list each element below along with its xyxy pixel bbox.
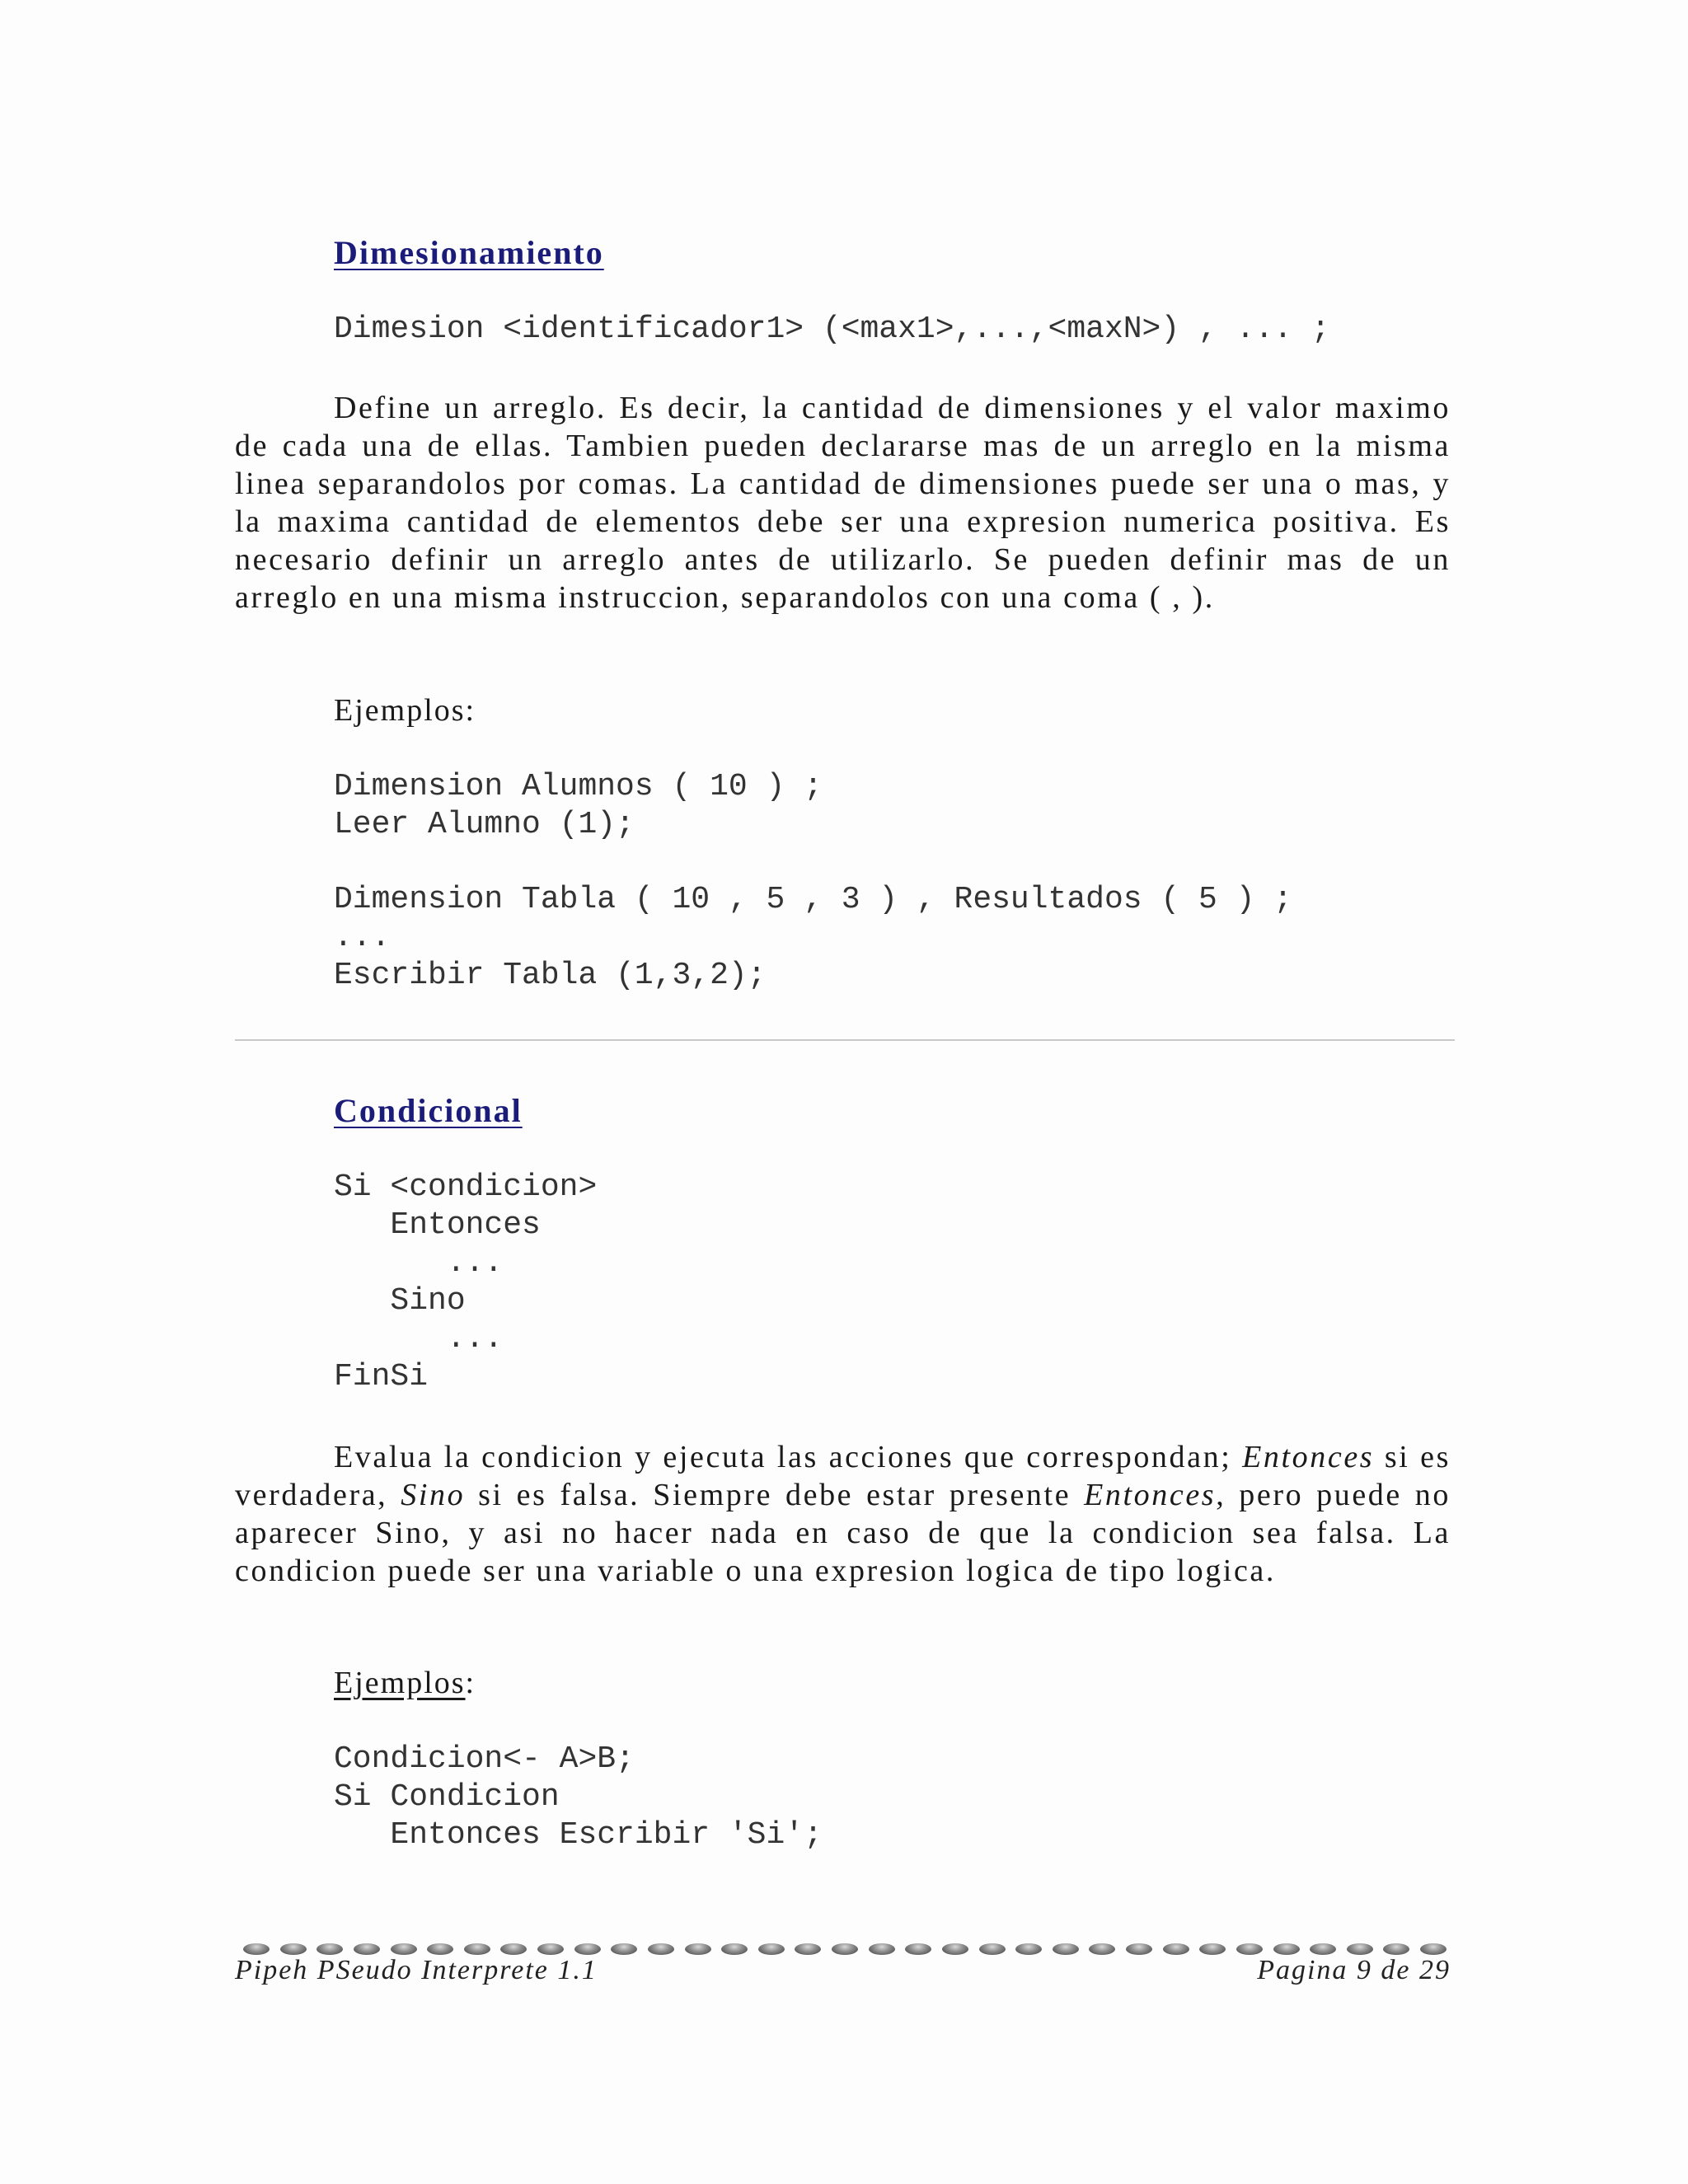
code-example-2: Dimension Tabla ( 10 , 5 , 3 ) , Resultados ( 5 ) ; ... Escribir Tabla (1,3,2);	[334, 882, 1292, 993]
text-run: , pero puede no aparecer Sino, y asi no hacer nada en caso de que la condicion sea falsa. La condicion puede ser una variable o una expresion logica de tipo logica.	[235, 1478, 1451, 1588]
examples-colon: :	[465, 1666, 476, 1700]
dot-ornament	[1126, 1943, 1152, 1955]
dot-ornament	[464, 1943, 490, 1955]
footer-title: Pipeh PSeudo Interprete 1.1	[235, 1955, 598, 1985]
section-heading-condicional: Condicional	[334, 1092, 523, 1129]
examples-label-2	[334, 1665, 476, 1701]
dot-ornament	[391, 1943, 417, 1955]
dot-ornament	[721, 1943, 748, 1955]
dot-ornament	[795, 1943, 821, 1955]
section-heading-dimensionamiento: Dimesionamiento	[334, 234, 604, 271]
dot-ornament	[280, 1943, 307, 1955]
dot-ornament	[243, 1943, 270, 1955]
dot-ornament	[537, 1943, 564, 1955]
paragraph-dimension-text: Define un arreglo. Es decir, la cantidad de dimensiones y el valor maximo de cada una de ellas. Tambien pueden declararse mas de un arreglo en la misma linea separandolos por comas. La cantidad de dimensiones puede ser una o mas, y la maxima cantidad de elementos debe ser una expresion numerica positiva. Es necesario definir un arreglo antes de utilizarlo. Se pueden definir mas de un arreglo en una misma instruccion, separandolos con una coma ( , ).	[235, 391, 1451, 615]
dot-ornament	[1163, 1943, 1189, 1955]
dot-ornament	[1383, 1943, 1409, 1955]
dot-ornament	[832, 1943, 858, 1955]
dot-ornament	[905, 1943, 931, 1955]
dot-ornament	[942, 1943, 968, 1955]
dot-ornament	[1273, 1943, 1300, 1955]
code-example-condicional: Condicion<- A>B; Si Condicion Entonces Escribir 'Si';	[334, 1741, 823, 1853]
paragraph-condicional-text	[235, 1438, 1451, 1590]
dot-ornament	[1236, 1943, 1263, 1955]
dot-ornament	[354, 1943, 380, 1955]
text-run: si es verdadera,	[235, 1440, 1451, 1512]
syntax-dimension: Dimesion <identificador1> (<max1>,...,<maxN>) , ... ;	[334, 312, 1330, 347]
text-run: si es falsa. Siempre debe estar presente	[465, 1478, 1085, 1512]
examples-label-text: Ejemplos	[334, 1666, 466, 1700]
dot-ornament	[979, 1943, 1006, 1955]
dot-ornament	[1310, 1943, 1336, 1955]
dot-ornament	[758, 1943, 785, 1955]
dot-ornament	[1053, 1943, 1079, 1955]
examples-label-1: Ejemplos:	[334, 693, 476, 728]
paragraph-dimension	[235, 389, 1451, 616]
dot-ornament	[1347, 1943, 1373, 1955]
dot-ornament	[648, 1943, 674, 1955]
dot-ornament	[1089, 1943, 1115, 1955]
text-run: Evalua la condicion y ejecuta las acciones que correspondan;	[334, 1440, 1232, 1474]
dot-ornament	[685, 1943, 711, 1955]
dot-ornament	[1199, 1943, 1226, 1955]
keyword-entonces: Entonces	[1084, 1478, 1217, 1512]
paragraph-condicional	[235, 1438, 1451, 1590]
dot-ornament	[316, 1943, 343, 1955]
dot-ornament	[500, 1943, 527, 1955]
code-example-1: Dimension Alumnos ( 10 ) ; Leer Alumno (1);	[334, 769, 823, 842]
dot-ornament	[1420, 1943, 1447, 1955]
keyword-sino: Sino	[401, 1478, 466, 1512]
syntax-condicional: Si <condicion> Entonces ... Sino ... FinSi	[334, 1169, 598, 1394]
section-divider	[235, 1039, 1455, 1041]
dot-ornament	[574, 1943, 601, 1955]
dot-ornament	[1015, 1943, 1042, 1955]
dot-ornament	[869, 1943, 895, 1955]
dot-ornament	[427, 1943, 453, 1955]
footer-page-number: Pagina 9 de 29	[1257, 1955, 1451, 1985]
keyword-entonces: Entonces	[1242, 1440, 1375, 1474]
dot-ornament	[611, 1943, 637, 1955]
